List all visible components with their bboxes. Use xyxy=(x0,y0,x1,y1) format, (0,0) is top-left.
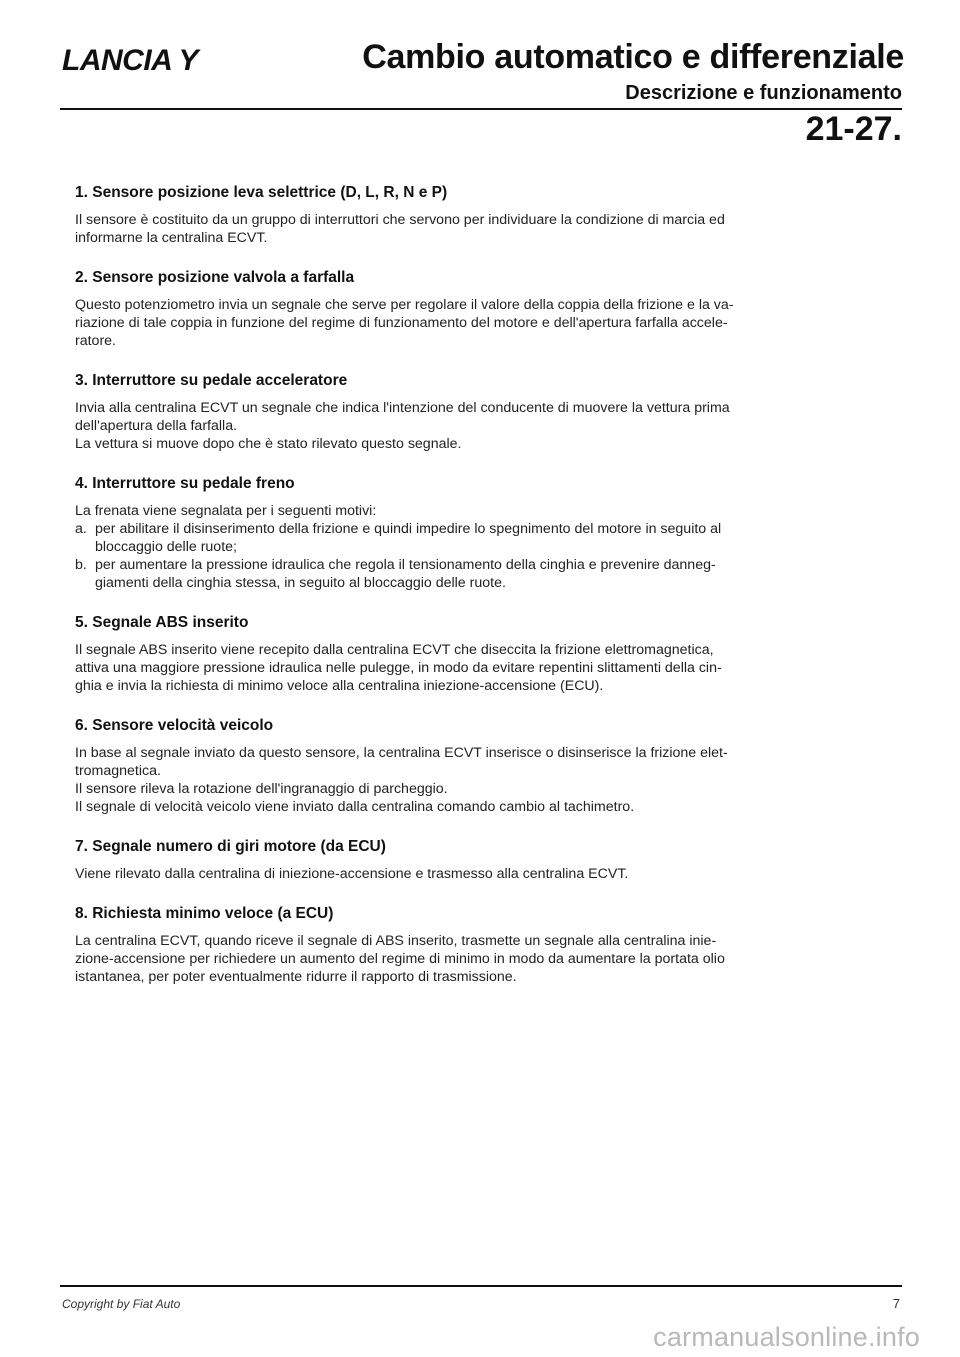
text-line: bloccaggio delle ruote; xyxy=(95,539,237,555)
footer-divider xyxy=(60,1285,902,1287)
section-code: 21-27. xyxy=(805,110,902,148)
brand-name: LANCIA Y xyxy=(62,44,199,77)
text-line: tromagnetica. xyxy=(75,763,161,779)
section-8 xyxy=(75,904,911,986)
section-1 xyxy=(75,183,911,247)
section-text xyxy=(75,744,911,816)
header-divider xyxy=(60,108,902,110)
site-watermark: carmanualsonline.info xyxy=(653,1322,920,1352)
section-heading: 2. Sensore posizione valvola a farfalla xyxy=(75,269,355,286)
text-line: Il sensore rileva la rotazione dell'ingranaggio di parcheggio. xyxy=(75,781,448,797)
section-text xyxy=(75,865,911,883)
text-line: istantanea, per poter eventualmente ridurre il rapporto di trasmissione. xyxy=(75,969,517,985)
section-text xyxy=(75,502,911,520)
section-heading: 5. Segnale ABS inserito xyxy=(75,614,249,631)
text-line: La centralina ECVT, quando riceve il segnale di ABS inserito, trasmette un segnale alla centralina inie- xyxy=(75,933,717,949)
list-marker: a. xyxy=(75,521,87,537)
text-line: Questo potenziometro invia un segnale che serve per regolare il valore della coppia della frizione e la va- xyxy=(75,297,734,313)
section-3 xyxy=(75,371,911,453)
list-item xyxy=(75,520,911,556)
reason-list xyxy=(75,520,911,592)
section-heading: 6. Sensore velocità veicolo xyxy=(75,717,274,734)
page-number: 7 xyxy=(892,1296,900,1311)
text-line: Viene rilevato dalla centralina di iniezione-accensione e trasmesso alla centralina ECVT. xyxy=(75,866,629,882)
section-heading: 1. Sensore posizione leva selettrice (D, L, R, N e P) xyxy=(75,184,448,201)
section-text xyxy=(75,641,911,695)
section-heading: 3. Interruttore su pedale acceleratore xyxy=(75,372,348,389)
list-item xyxy=(75,556,911,592)
list-marker: b. xyxy=(75,557,87,573)
text-line: ghia e invia la richiesta di minimo veloce alla centralina iniezione-accensione (ECU). xyxy=(75,678,604,694)
text-line: Il segnale ABS inserito viene recepito dalla centralina ECVT che diseccita la frizione elettromagnetica, xyxy=(75,642,714,658)
document-title: Cambio automatico e differenziale xyxy=(362,38,904,76)
text-line: Il sensore è costituito da un gruppo di interruttori che servono per individuare la condizione di marcia ed xyxy=(75,212,725,228)
section-text xyxy=(75,296,911,350)
section-heading: 8. Richiesta minimo veloce (a ECU) xyxy=(75,905,334,922)
text-line: informarne la centralina ECVT. xyxy=(75,230,268,246)
section-6 xyxy=(75,716,911,816)
text-line: attiva una maggiore pressione idraulica nelle pulegge, in modo da evitare repentini slittamenti della cin- xyxy=(75,660,722,676)
text-line: Il segnale di velocità veicolo viene inviato dalla centralina comando cambio al tachimetro. xyxy=(75,799,635,815)
section-text xyxy=(75,399,911,453)
text-line: La frenata viene segnalata per i seguenti motivi: xyxy=(75,503,377,519)
section-2 xyxy=(75,268,911,350)
section-text xyxy=(75,932,911,986)
text-line: In base al segnale inviato da questo sensore, la centralina ECVT inserisce o disinserisce la frizione elet- xyxy=(75,745,728,761)
text-line: per abilitare il disinserimento della frizione e quindi impedire lo spegnimento del motore in seguito al xyxy=(95,521,722,537)
section-4 xyxy=(75,474,911,592)
text-line: zione-accensione per richiedere un aumento del regime di minimo in modo da aumentare la portata olio xyxy=(75,951,725,967)
section-text xyxy=(75,211,911,247)
text-line: La vettura si muove dopo che è stato rilevato questo segnale. xyxy=(75,436,462,452)
section-heading: 4. Interruttore su pedale freno xyxy=(75,475,295,492)
text-line: Invia alla centralina ECVT un segnale che indica l'intenzione del conducente di muovere la vettura prima xyxy=(75,400,730,416)
page-body xyxy=(75,183,911,1007)
document-subtitle: Descrizione e funzionamento xyxy=(625,82,902,104)
text-line: dell'apertura della farfalla. xyxy=(75,418,238,434)
section-7 xyxy=(75,837,911,883)
section-heading: 7. Segnale numero di giri motore (da ECU) xyxy=(75,838,386,855)
section-5 xyxy=(75,613,911,695)
text-line: per aumentare la pressione idraulica che regola il tensionamento della cinghia e prevenire danneg- xyxy=(95,557,716,573)
text-line: giamenti della cinghia stessa, in seguito al bloccaggio delle ruote. xyxy=(95,575,506,591)
text-line: ratore. xyxy=(75,333,117,349)
text-line: riazione di tale coppia in funzione del regime di funzionamento del motore e dell'apertura farfalla accele- xyxy=(75,315,728,331)
copyright-notice: Copyright by Fiat Auto xyxy=(62,1297,181,1311)
